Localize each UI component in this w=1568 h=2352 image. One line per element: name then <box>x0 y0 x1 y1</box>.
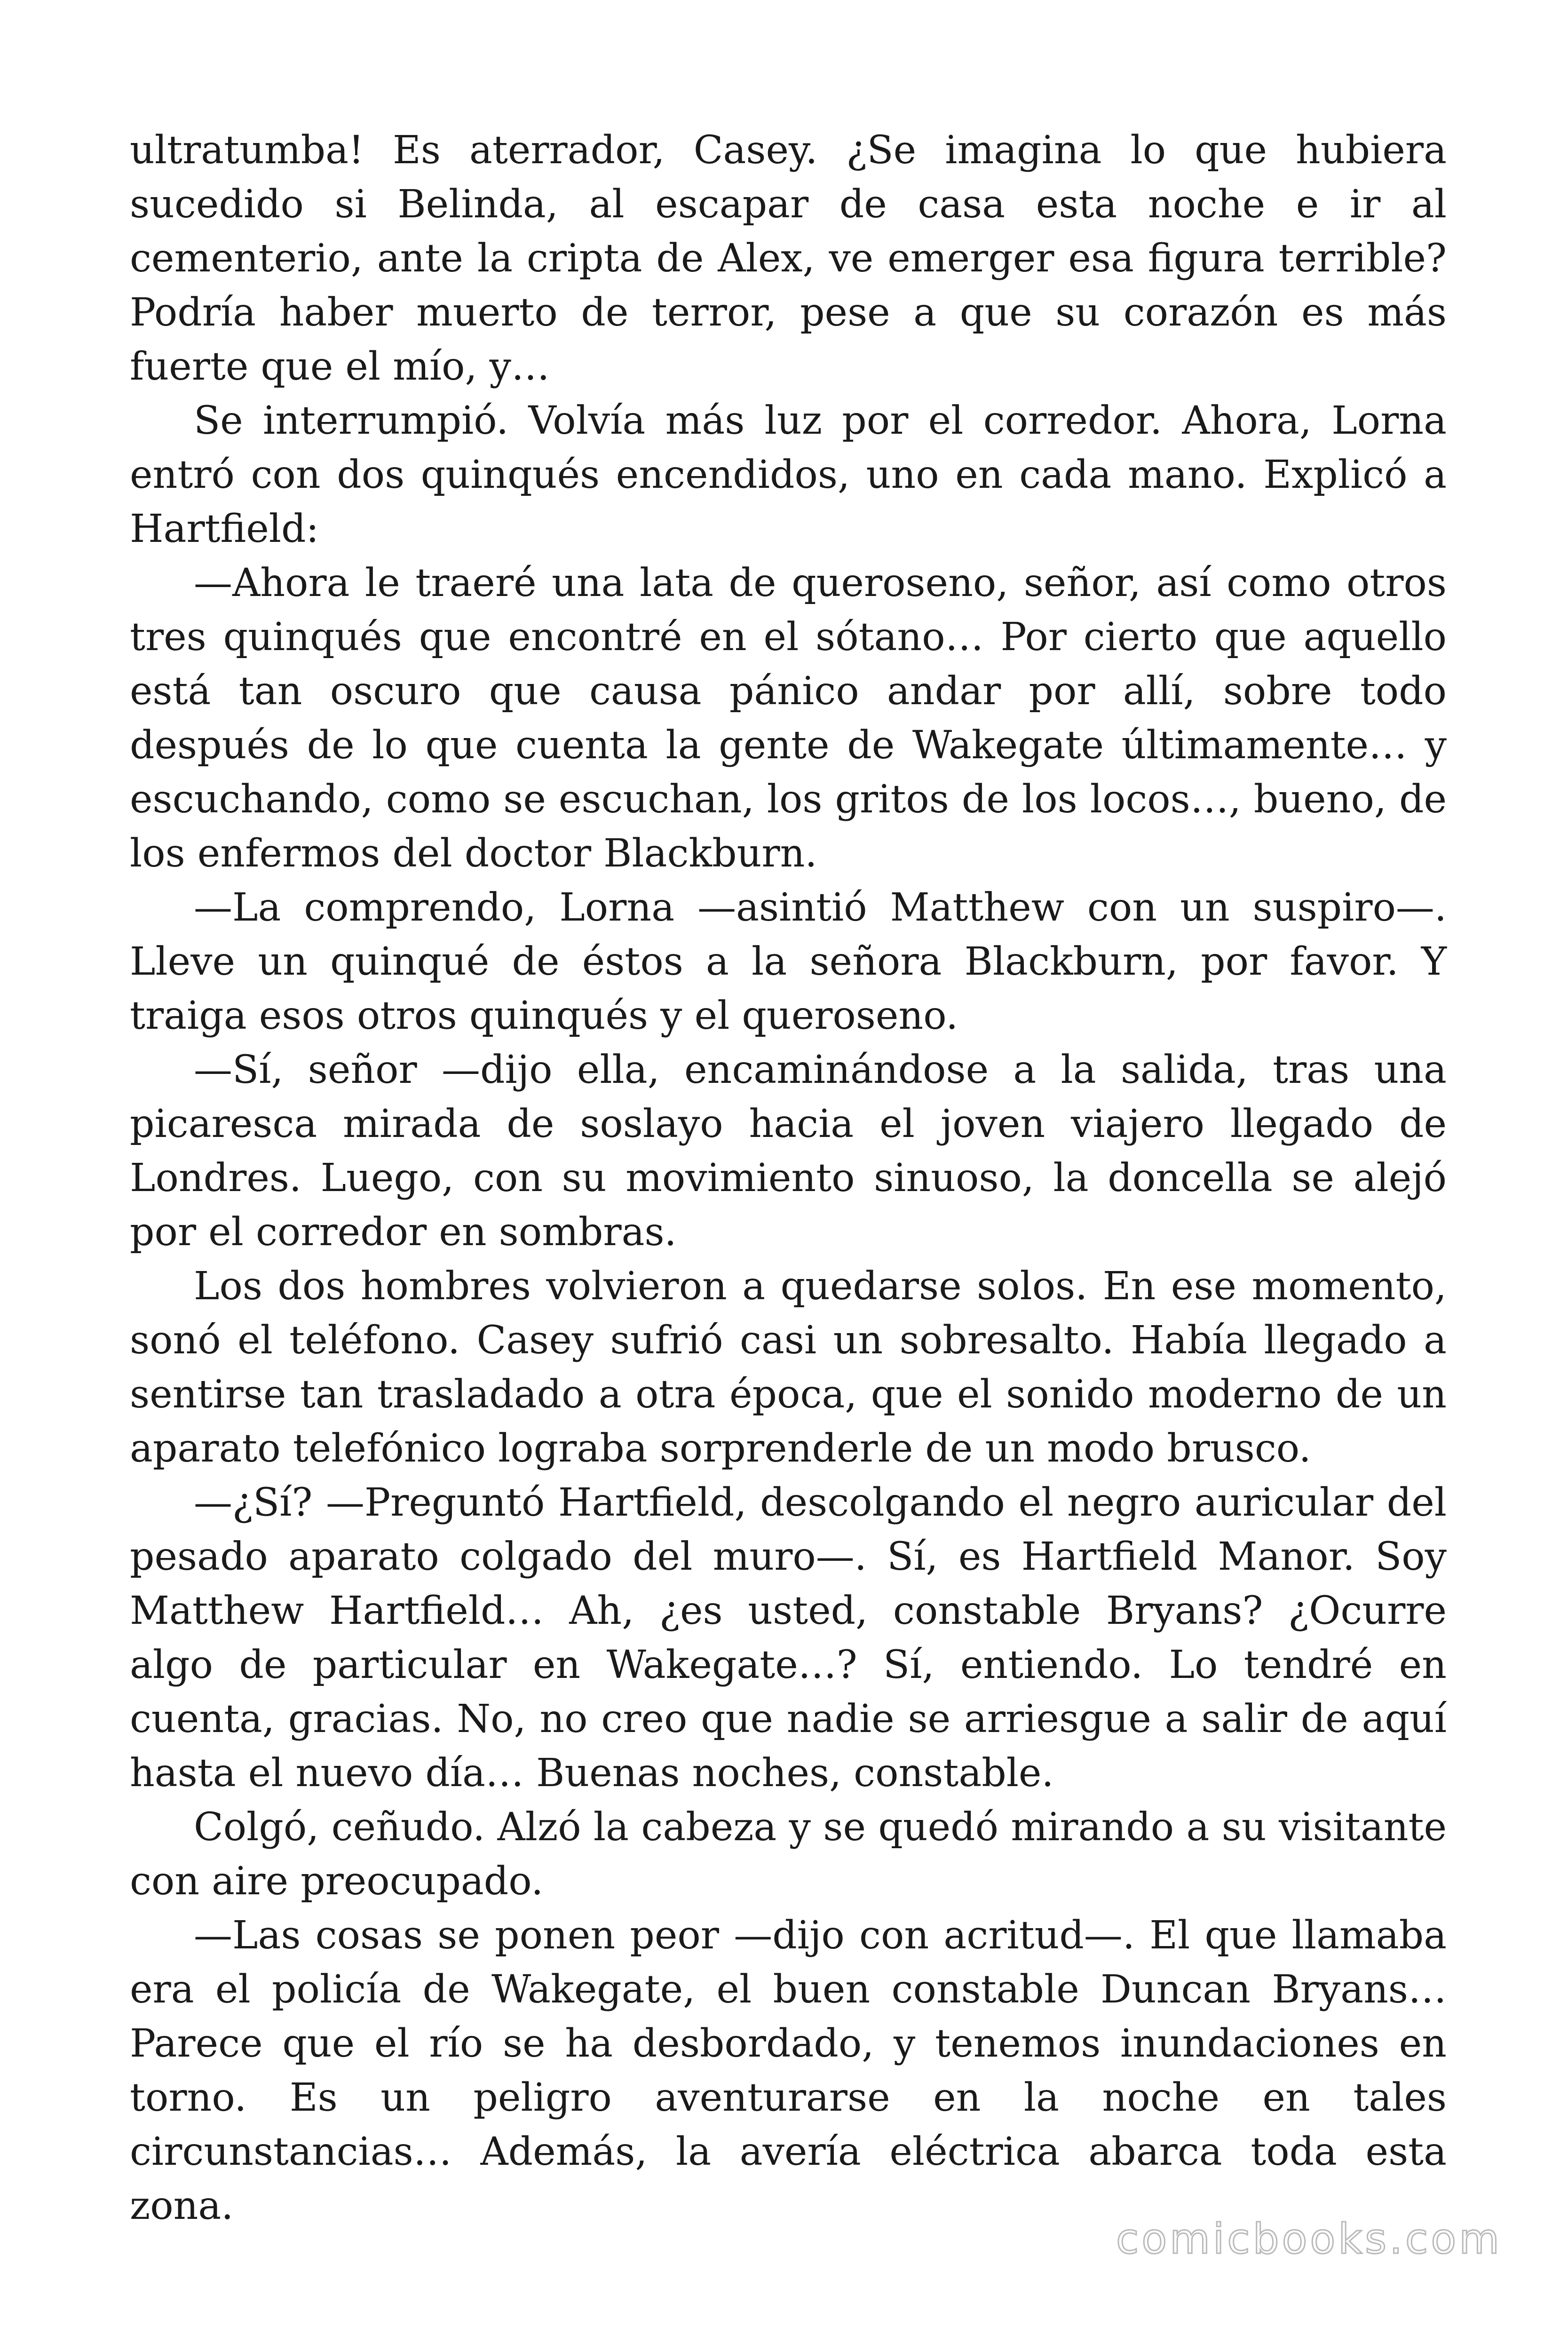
paragraph: —Ahora le traeré una lata de queroseno, señor, así como otros tres quinqués que encontré en el sótano… Por cierto que aquello está tan oscuro que causa pánico andar por allí, sobre todo después de lo que cuenta la gente de Wakegate últimamente… y escuchando, como se escuchan, los gritos de los locos…, bueno, de los enfermos del doctor Blackburn. <box>130 561 1447 876</box>
body-text <box>130 123 1447 2233</box>
paragraph: —La comprendo, Lorna —asintió Matthew con un suspiro—. Lleve un quinqué de éstos a la señora Blackburn, por favor. Y traiga esos otros quinqués y el queroseno. <box>130 885 1447 1038</box>
paragraph: ultratumba! Es aterrador, Casey. ¿Se imagina lo que hubiera sucedido si Belinda, al escapar de casa esta noche e ir al cementerio, ante la cripta de Alex, ve emerger esa figura terrible? Podría haber muerto de terror, pese a que su corazón es más fuerte que el mío, y… <box>130 128 1447 389</box>
paragraph: —Las cosas se ponen peor —dijo con acritud—. El que llamaba era el policía de Wakegate, el buen constable Duncan Bryans… Parece que el río se ha desbordado, y tenemos inundaciones en torno. Es un peligro aventurarse en la noche en tales circunstancias… Además, la avería eléctrica abarca toda esta zona. <box>130 1913 1447 2228</box>
watermark: comicbooks.com <box>1116 2215 1502 2263</box>
paragraph: Se interrumpió. Volvía más luz por el corredor. Ahora, Lorna entró con dos quinqués encendidos, uno en cada mano. Explicó a Hartfield: <box>130 398 1447 551</box>
paragraph: —¿Sí? —Preguntó Hartfield, descolgando el negro auricular del pesado aparato colgado del muro—. Sí, es Hartfield Manor. Soy Matthew Hartfield… Ah, ¿es usted, constable Bryans? ¿Ocurre algo de particular en Wakegate…? Sí, entiendo. Lo tendré en cuenta, gracias. No, no creo que nadie se arriesgue a salir de aquí hasta el nuevo día… Buenas noches, constable. <box>130 1480 1447 1796</box>
paragraph: —Sí, señor —dijo ella, encaminándose a la salida, tras una picaresca mirada de soslayo hacia el joven viajero llegado de Londres. Luego, con su movimiento sinuoso, la doncella se alejó por el corredor en sombras. <box>130 1048 1447 1255</box>
paragraph: Los dos hombres volvieron a quedarse solos. En ese momento, sonó el teléfono. Casey sufrió casi un sobresalto. Había llegado a sentirse tan trasladado a otra época, que el sonido moderno de un aparato telefónico lograba sorprenderle de un modo brusco. <box>130 1264 1447 1471</box>
paragraph: Colgó, ceñudo. Alzó la cabeza y se quedó mirando a su visitante con aire preocupado. <box>130 1805 1447 1904</box>
